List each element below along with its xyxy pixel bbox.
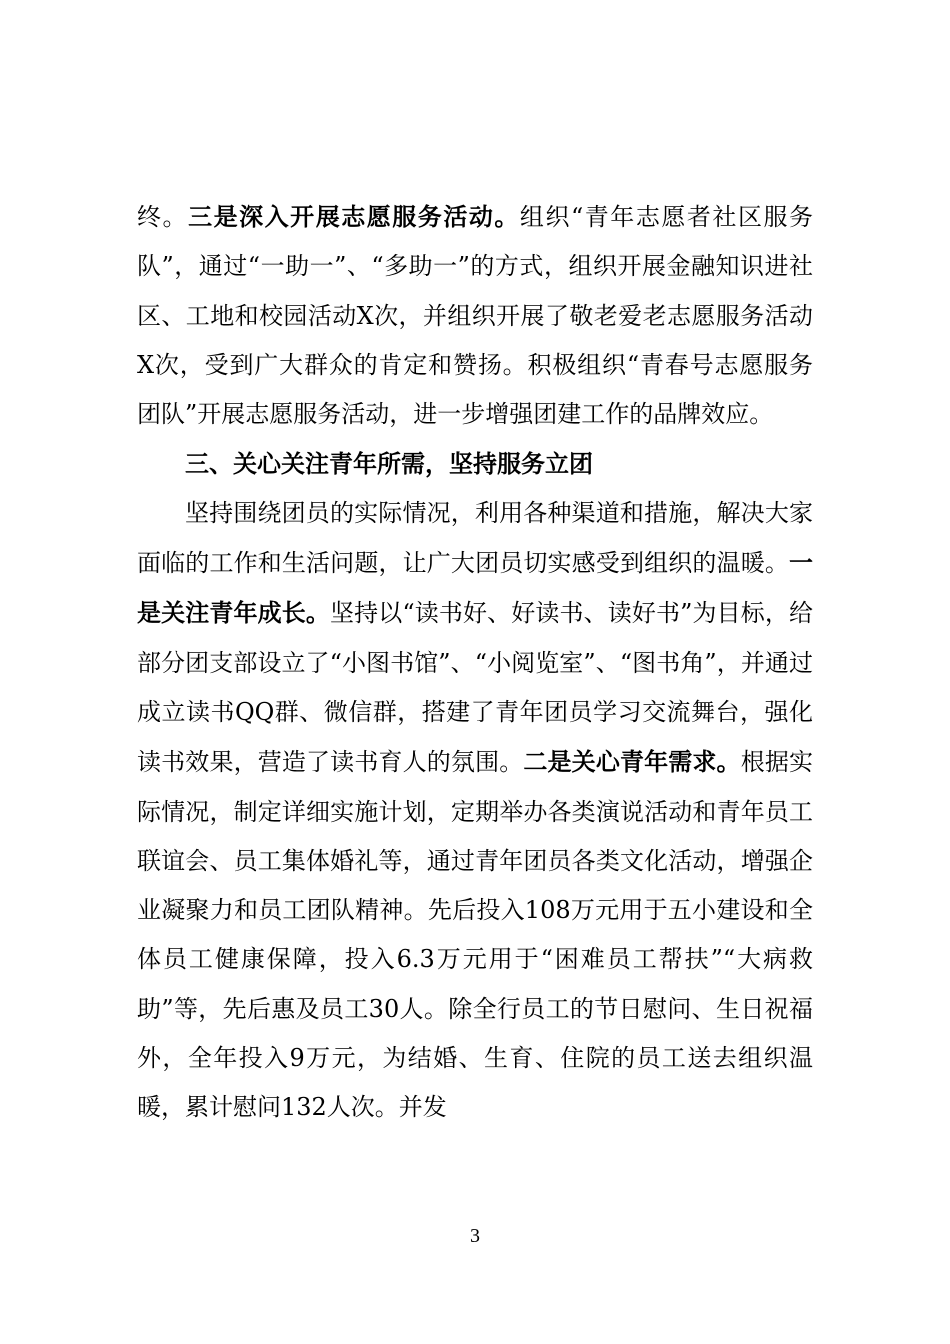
body-text: [137, 192, 813, 1133]
paragraph-service: [137, 489, 813, 1133]
para1-lead: 终。: [137, 203, 189, 231]
section-heading: 三、关心关注青年所需，坚持服务立团: [185, 449, 593, 479]
para1-body: 组织“青年志愿者社区服务队”，通过“一助一”、“多助一”的方式，组织开展金融知识进社区、工地和校园活动X次，并组织开展了敬老爱老志愿服务活动X次，受到广大群众的肯定和赞扬。积极组织“青春号志愿服务团队”开展志愿服务活动，进一步增强团建工作的品牌效应。: [137, 203, 813, 429]
page-number: 3: [470, 1225, 480, 1247]
point-two-bold: 二是关心青年需求。: [523, 747, 741, 777]
para2-body-one: 坚持以“读书好、好读书、读好书”为目标，给部分团支部设立了“小图书馆”、“小阅览室”、“图书角”，并通过成立读书QQ群、微信群，搭建了青年团员学习交流舞台，强化读书效果，营造了读书育人的氛围。: [137, 599, 814, 777]
paragraph-volunteer: [137, 192, 813, 439]
point-one-bold: 一是关注青年成长。: [137, 548, 813, 628]
para2-body-two: 根据实际情况，制定详细实施计划，定期举办各类演说活动和青年员工联谊会、员工集体婚礼等，通过青年团员各类文化活动，增强企业凝聚力和员工团队精神。先后投入108万元用于五小建设和全体员工健康保障，投入6.3万元用于“困难员工帮扶”“大病救助”等，先后惠及员工30人。除全行员工的节日慰问、生日祝福外，全年投入9万元，为结婚、生育、住院的员工送去组织温暖，累计慰问132人次。并发: [137, 748, 814, 1122]
para2-intro: 坚持围绕团员的实际情况，利用各种渠道和措施，解决大家面临的工作和生活问题，让广大团员切实感受到组织的温暖。: [137, 498, 813, 578]
point-three-bold: 三是深入开展志愿服务活动。: [188, 202, 520, 231]
